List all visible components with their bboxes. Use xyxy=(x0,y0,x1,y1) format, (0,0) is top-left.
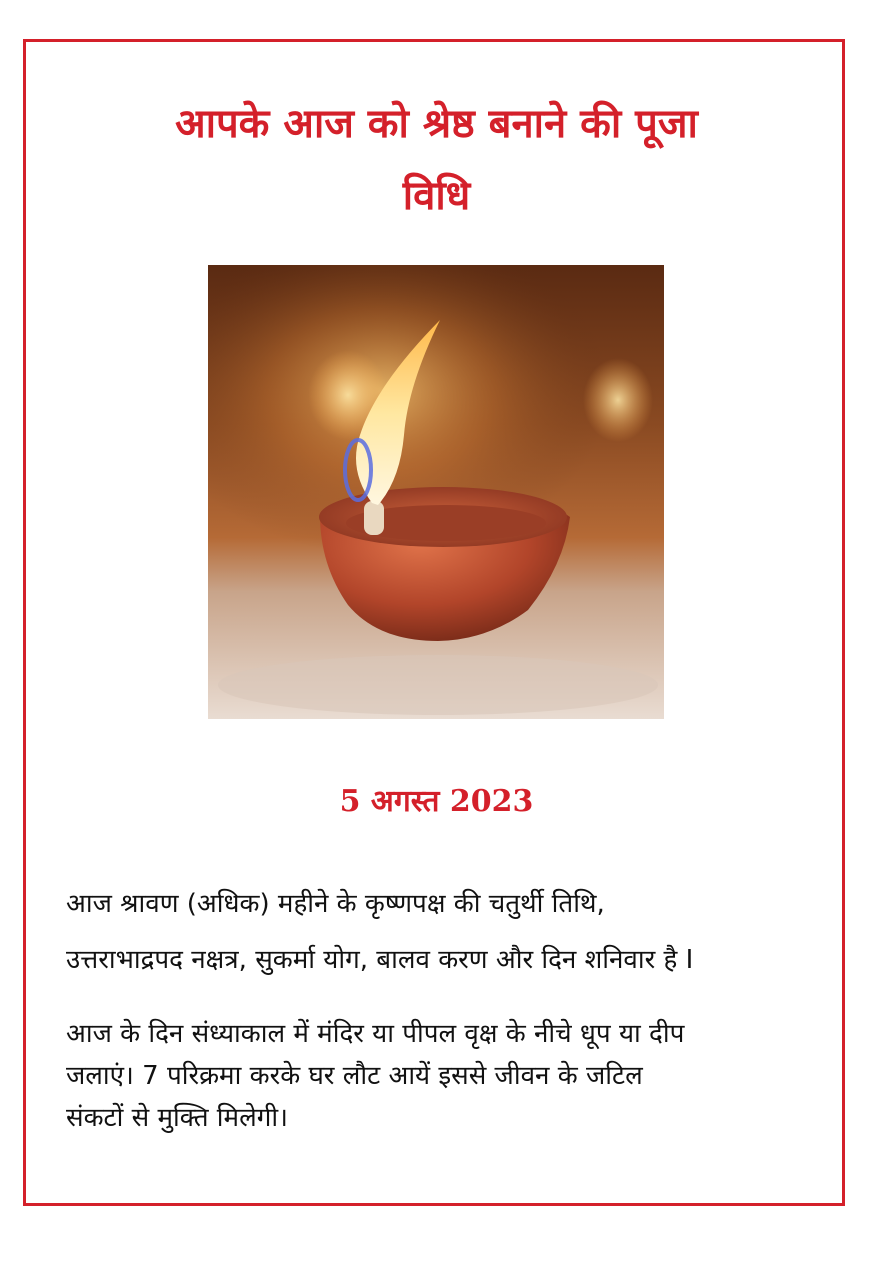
title-line-1: आपके आज को श्रेष्ठ बनाने की पूजा xyxy=(175,101,698,147)
date-label: 5 अगस्त 2023 xyxy=(339,784,534,819)
paragraph2-line-3: संकटों से मुक्ति मिलेगी। xyxy=(66,1103,288,1133)
paragraph2-line-1: आज के दिन संध्याकाल में मंदिर या पीपल वृक्ष के नीचे धूप या दीप xyxy=(66,1019,685,1049)
paragraph1-line-2: उत्तराभाद्रपद नक्षत्र, सुकर्मा योग, बालव करण और दिन शनिवार है I xyxy=(66,945,694,975)
diya-lamp-icon xyxy=(208,265,664,719)
puja-vidhi-paragraph xyxy=(66,1013,826,1139)
paragraph2-line-2: जलाएं। 7 परिक्रमा करके घर लौट आयें इससे जीवन के जटिल xyxy=(66,1061,643,1091)
paragraph1-line-1: आज श्रावण (अधिक) महीने के कृष्णपक्ष की चतुर्थी तिथि, xyxy=(66,889,605,919)
diya-lamp-image xyxy=(208,265,664,719)
page-title xyxy=(50,88,823,232)
panchang-paragraph xyxy=(66,876,826,988)
title-line-2: विधि xyxy=(402,173,471,219)
